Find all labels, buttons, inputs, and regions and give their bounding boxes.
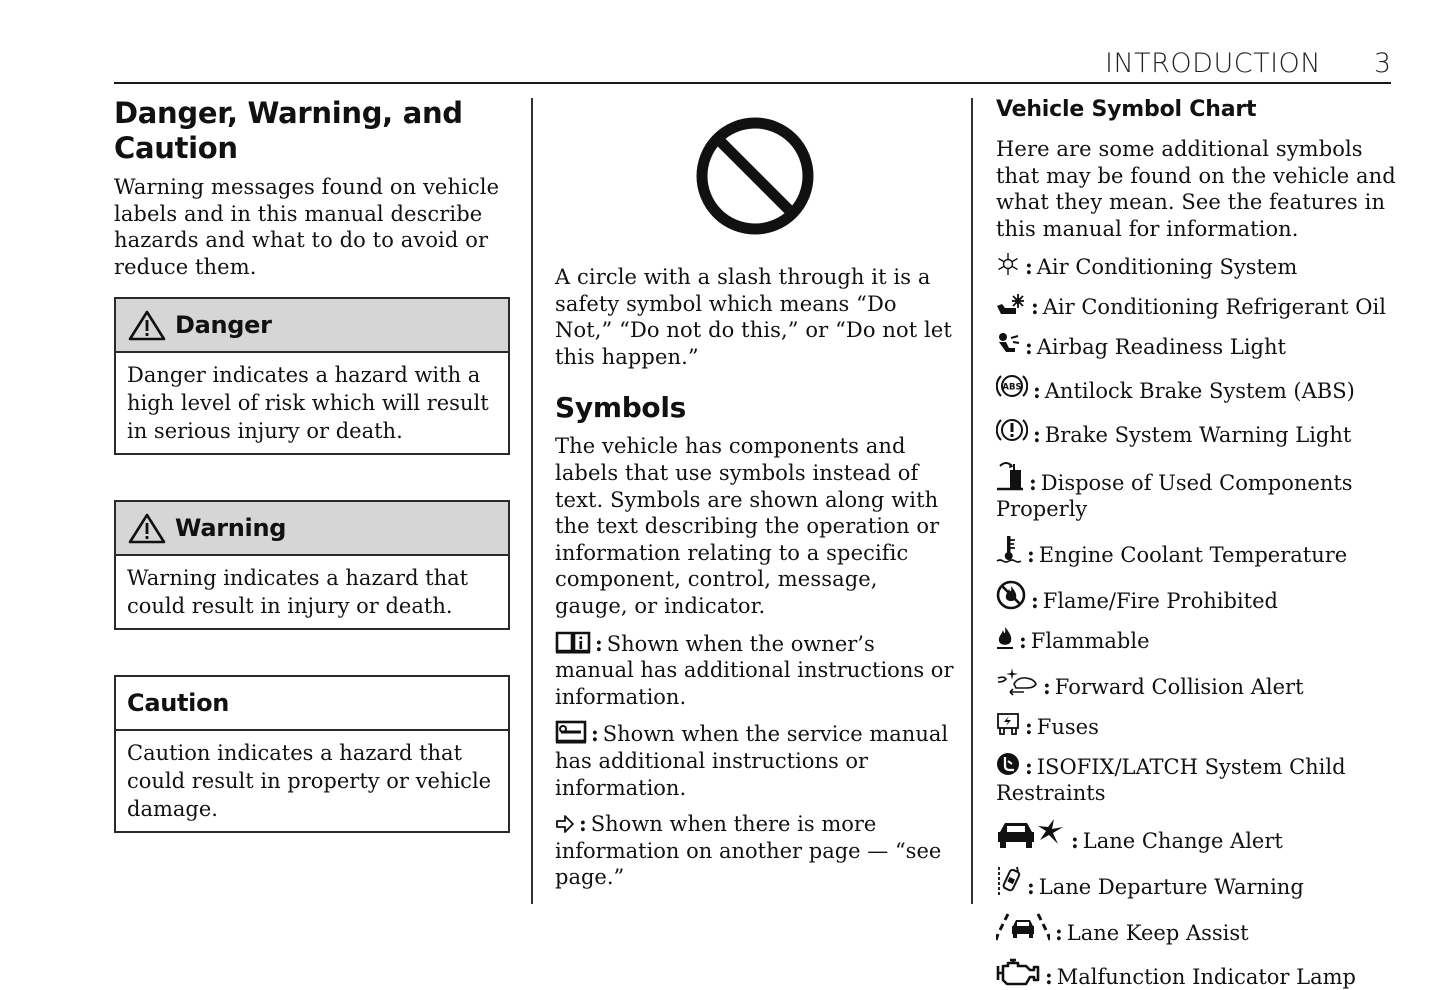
- airbag-icon: [996, 332, 1020, 356]
- page-number: 3: [1373, 48, 1391, 79]
- warning-notice-header: [116, 502, 508, 556]
- chart-item-dispose: : Dispose of Used Components Properly: [996, 460, 1396, 522]
- check-engine-icon: [996, 958, 1040, 986]
- chart-item-forward-collision: : Forward Collision Alert: [996, 666, 1396, 700]
- abs-icon: [996, 372, 1028, 400]
- symbol-item-see-page: : Shown when there is more information on another page — “see page.”: [555, 811, 942, 890]
- danger-notice: [114, 297, 510, 455]
- lane-keep-icon: [996, 912, 1050, 942]
- caution-notice-header: [116, 677, 508, 731]
- warning-triangle-icon: [127, 309, 167, 341]
- chart-item-flammable: : Flammable: [996, 626, 1396, 654]
- flame-icon: [996, 626, 1014, 650]
- chart-item-brake-warning: : Brake System Warning Light: [996, 416, 1396, 448]
- symbol-item-text: Shown when there is more information on another page — “see page.”: [555, 812, 942, 890]
- chart-item-check-engine: : Malfunction Indicator Lamp: [996, 958, 1396, 990]
- circle-slash-icon: [693, 114, 817, 238]
- running-header: [114, 44, 1391, 84]
- fuse-icon: [996, 712, 1020, 736]
- section-heading: Danger, Warning, and Caution: [114, 96, 463, 165]
- svg-text:ABS: ABS: [1002, 382, 1022, 393]
- symbol-item-text: Shown when the service manual has additional instructions or information.: [555, 722, 949, 800]
- chart-item-child-seat: : ISOFIX/LATCH System Child Restraints: [996, 754, 1346, 806]
- lane-departure-icon: [996, 866, 1022, 896]
- chart-item-refrigerant-oil: : Air Conditioning Refrigerant Oil: [996, 292, 1396, 320]
- chart-item-airbag: : Airbag Readiness Light: [996, 332, 1396, 360]
- refrigerant-oil-icon: [996, 292, 1026, 316]
- warning-notice-label: Warning: [175, 514, 287, 543]
- forward-collision-icon: [996, 666, 1038, 696]
- symbols-intro: The vehicle has components and labels that use symbols instead of text. Symbols are shown along with the text describing the operation or information relating to a specific component, control, message, gauge, or indicator.: [555, 434, 940, 618]
- warning-notice-text: Warning indicates a hazard that could result in injury or death.: [127, 566, 469, 619]
- chart-item-coolant-temp: : Engine Coolant Temperature: [996, 534, 1396, 568]
- chart-item-air-conditioning: : Air Conditioning System: [996, 252, 1396, 280]
- danger-notice-header: [116, 299, 508, 353]
- column-vehicle-symbol-chart: [996, 96, 1396, 990]
- service-manual-icon: [555, 720, 587, 744]
- dispose-icon: [996, 460, 1024, 492]
- no-flame-icon: [996, 580, 1026, 610]
- coolant-temp-icon: [996, 534, 1022, 564]
- intro-paragraph: Warning messages found on vehicle labels and in this manual describe hazards and what to do to avoid or reduce them.: [114, 175, 500, 279]
- chart-item-lane-departure: : Lane Departure Warning: [996, 866, 1396, 900]
- column-symbols: [555, 96, 955, 891]
- danger-notice-label: Danger: [175, 311, 272, 340]
- caution-notice-text: Caution indicates a hazard that could result in property or vehicle damage.: [127, 741, 492, 822]
- child-seat-icon: [996, 752, 1020, 776]
- column-danger-warning-caution: [114, 96, 510, 833]
- brake-warning-icon: [996, 416, 1028, 444]
- symbol-item-owners-manual: : Shown when the owner’s manual has additional instructions or information.: [555, 630, 954, 709]
- no-symbol-description: A circle with a slash through it is a safety symbol which means “Do Not,” “Do not do this,” or “Do not let this happen.”: [555, 265, 952, 369]
- owners-manual-icon: [555, 630, 591, 654]
- chart-item-fuses: : Fuses: [996, 712, 1396, 740]
- danger-notice-text: Danger indicates a hazard with a high level of risk which will result in serious injury or death.: [127, 363, 489, 444]
- column-divider: [971, 98, 973, 904]
- warning-notice: [114, 500, 510, 630]
- chart-item-lane-keep: : Lane Keep Assist: [996, 912, 1396, 946]
- chart-item-no-flame: : Flame/Fire Prohibited: [996, 580, 1396, 614]
- section-title: INTRODUCTION: [1105, 48, 1321, 79]
- caution-notice: [114, 675, 510, 833]
- warning-triangle-icon: [127, 512, 167, 544]
- lane-change-icon: [996, 818, 1066, 850]
- caution-notice-label: Caution: [127, 689, 230, 718]
- chart-item-lane-change: : Lane Change Alert: [996, 818, 1396, 854]
- symbol-item-service-manual: : Shown when the service manual has additional instructions or information.: [555, 721, 949, 800]
- see-page-arrow-icon: [555, 814, 575, 834]
- chart-item-abs: ABS : Antilock Brake System (ABS): [996, 372, 1396, 404]
- column-divider: [531, 98, 533, 904]
- snowflake-icon: [996, 252, 1020, 276]
- symbols-heading: Symbols: [555, 391, 687, 425]
- chart-heading: Vehicle Symbol Chart: [996, 97, 1257, 122]
- symbol-item-text: Shown when the owner’s manual has additional instructions or information.: [555, 631, 954, 709]
- chart-intro: Here are some additional symbols that may be found on the vehicle and what they mean. See the features in this manual for information.: [996, 137, 1396, 241]
